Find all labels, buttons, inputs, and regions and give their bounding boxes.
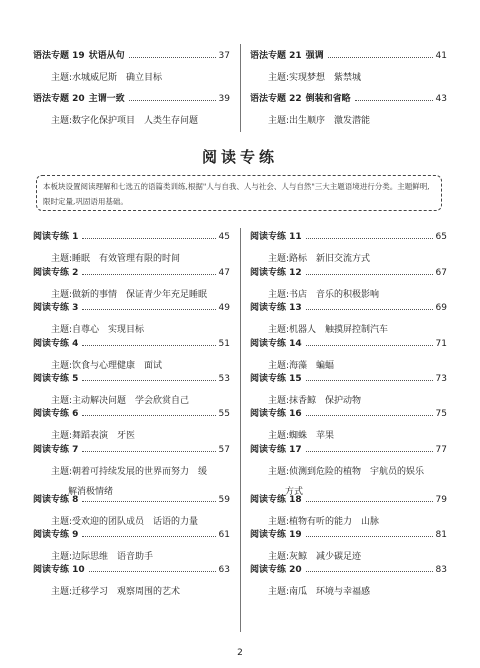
entry-topic [51,253,230,266]
entry-topic-text: 主题:路标 新旧交流方式 [268,254,371,264]
entry-topic [268,516,447,529]
entry-topic-text: 主题:舞蹈表演 牙医 [51,431,136,441]
entry-topic [268,395,447,408]
column-divider-reading [240,228,241,632]
toc-entry[interactable] [33,373,230,408]
dot-leader [82,309,215,310]
entry-page-number: 55 [218,409,230,419]
intro-box: 本板块设置阅读理解和七选五的语篇类训练,根据"人与自我、人与社会、人与自然"三大主题语境进行分类。主题鲜明,限时定量,巩固语用基础。 [36,175,442,211]
entry-title: 倒装和省略 [305,94,351,104]
entry-heading [33,529,230,541]
entry-topic-text: 主题:植物有听的能力 山脉 [268,517,380,527]
dot-leader [82,501,215,502]
entry-heading [250,494,447,506]
dot-leader [306,451,433,452]
entry-heading [250,529,447,541]
entry-label: 阅读专练 9 [33,530,79,540]
entry-heading [250,302,447,314]
dot-leader [82,238,215,239]
entry-heading [250,231,447,243]
entry-label: 阅读专练 3 [33,303,79,313]
toc-entry[interactable] [33,338,230,373]
entry-label: 阅读专练 6 [33,409,79,419]
entry-label: 语法专题 19 [33,51,85,61]
dot-leader [82,415,215,416]
toc-entry[interactable] [250,267,447,302]
entry-topic-text: 主题:自尊心 实现目标 [51,325,145,335]
entry-label: 阅读专练 13 [250,303,302,313]
entry-topic-text: 主题:灰鲸 减少碳足迹 [268,552,362,562]
entry-topic-continuation: 解消极情绪 [68,487,114,497]
entry-topic [51,430,230,443]
entry-page-number: 49 [218,303,230,313]
entry-topic-text: 主题:数字化保护项目 人类生存问题 [51,116,199,126]
entry-topic-text: 主题:抹香鲸 保护动物 [268,396,362,406]
dot-leader [82,274,215,275]
entry-topic [51,360,230,373]
entry-heading [250,338,447,350]
entry-heading [33,564,230,576]
entry-heading [250,267,447,279]
entry-topic [268,72,447,85]
entry-heading [250,408,447,420]
entry-page-number: 45 [218,232,230,242]
toc-entry[interactable] [250,444,447,499]
entry-heading [33,444,230,456]
entry-label: 阅读专练 16 [250,409,302,419]
entry-topic-text: 主题:主动解决问题 学会欣赏自己 [51,396,190,406]
entry-label: 阅读专练 15 [250,374,302,384]
entry-heading [33,302,230,314]
entry-topic-text: 主题:侦测到危险的植物 宇航员的娱乐 [268,467,425,477]
dot-leader [306,380,433,381]
entry-page-number: 61 [218,530,230,540]
entry-label: 阅读专练 1 [33,232,79,242]
toc-entry[interactable] [250,302,447,337]
entry-heading [33,408,230,420]
dot-leader [306,536,433,537]
entry-page-number: 81 [435,530,447,540]
entry-topic [268,253,447,266]
toc-entry[interactable] [33,444,230,499]
entry-label: 阅读专练 12 [250,268,302,278]
toc-entry[interactable] [250,564,447,599]
entry-topic-text: 主题:饮食与心理健康 面试 [51,361,163,371]
entry-topic [51,395,230,408]
toc-entry[interactable] [250,50,447,85]
entry-heading [33,50,230,62]
entry-topic [51,551,230,564]
entry-label: 阅读专练 7 [33,445,79,455]
entry-topic-text: 主题:实现梦想 紫禁城 [268,73,362,83]
entry-topic-text: 主题:边际思维 语音助手 [51,552,154,562]
dot-leader [306,345,433,346]
entry-topic-text: 主题:受欢迎的团队成员 话语的力量 [51,517,199,527]
toc-entry[interactable] [250,494,447,529]
entry-page-number: 39 [218,94,230,104]
toc-entry[interactable] [33,494,230,529]
entry-heading [33,93,230,105]
dot-leader [306,415,433,416]
entry-page-number: 41 [435,51,447,61]
entry-topic-text: 主题:水城威尼斯 确立目标 [51,73,163,83]
entry-topic-text: 主题:海藻 蝙蝠 [268,361,335,371]
toc-entry[interactable] [250,529,447,564]
entry-topic-continuation: 方式 [285,487,304,497]
entry-label: 语法专题 21 [250,51,302,61]
toc-entry[interactable] [250,231,447,266]
dot-leader [82,536,215,537]
entry-topic [51,516,230,529]
entry-topic-text: 主题:迁移学习 观察周围的艺术 [51,587,181,597]
toc-entry[interactable] [33,93,230,128]
toc-entry[interactable] [33,50,230,85]
entry-page-number: 37 [218,51,230,61]
dot-leader [82,380,215,381]
entry-page-number: 69 [435,303,447,313]
entry-topic-text: 主题:出生顺序 激发潜能 [268,116,371,126]
entry-page-number: 43 [435,94,447,104]
entry-page-number: 79 [435,495,447,505]
entry-topic-text: 主题:书店 音乐的积极影响 [268,290,380,300]
entry-topic-text: 主题:机器人 触摸屏控制汽车 [268,325,389,335]
entry-page-number: 47 [218,268,230,278]
dot-leader [129,57,216,58]
toc-entry[interactable] [33,231,230,266]
toc-entry[interactable] [33,267,230,302]
entry-label: 阅读专练 14 [250,339,302,349]
entry-heading [33,231,230,243]
toc-entry[interactable] [33,564,230,599]
entry-label: 阅读专练 5 [33,374,79,384]
entry-topic [268,360,447,373]
dot-leader [306,238,433,239]
entry-topic-text: 主题:朝着可持续发展的世界而努力 缓 [51,467,208,477]
entry-label: 阅读专练 8 [33,495,79,505]
toc-entry[interactable] [33,408,230,443]
entry-topic-text: 主题:做新的事情 保证青少年充足睡眠 [51,290,208,300]
entry-heading [33,338,230,350]
entry-topic-text: 主题:蜘蛛 苹果 [268,431,335,441]
dot-leader [82,451,215,452]
entry-topic [268,430,447,443]
entry-topic-text: 主题:南瓜 环境与幸福感 [268,587,371,597]
entry-heading [250,444,447,456]
entry-label: 阅读专练 11 [250,232,302,242]
dot-leader [82,345,215,346]
entry-label: 阅读专练 17 [250,445,302,455]
entry-page-number: 51 [218,339,230,349]
entry-page-number: 65 [435,232,447,242]
dot-leader [355,100,433,101]
dot-leader [89,571,216,572]
page-number: 2 [237,648,243,658]
entry-label: 阅读专练 2 [33,268,79,278]
dot-leader [306,309,433,310]
entry-label: 阅读专练 20 [250,565,302,575]
entry-page-number: 83 [435,565,447,575]
entry-page-number: 57 [218,445,230,455]
entry-title: 状语从句 [88,51,125,61]
entry-topic-text: 主题:睡眠 有效管理有限的时间 [51,254,181,264]
dot-leader [129,100,216,101]
entry-page-number: 71 [435,339,447,349]
dot-leader [328,57,433,58]
toc-entry[interactable] [33,529,230,564]
entry-topic [51,324,230,337]
toc-entry[interactable] [250,93,447,128]
entry-page-number: 63 [218,565,230,575]
dot-leader [306,274,433,275]
dot-leader [306,501,433,502]
entry-page-number: 73 [435,374,447,384]
dot-leader [306,571,433,572]
entry-topic [268,551,447,564]
entry-topic [51,289,230,302]
entry-label: 阅读专练 4 [33,339,79,349]
entry-label: 阅读专练 10 [33,565,85,575]
entry-page-number: 59 [218,495,230,505]
column-divider-top [240,44,241,132]
entry-heading [33,373,230,385]
entry-topic [51,586,230,599]
entry-topic [51,115,230,128]
toc-entry[interactable] [250,408,447,443]
entry-title: 强调 [305,51,324,61]
entry-heading [250,50,447,62]
entry-topic [51,72,230,85]
entry-label: 语法专题 20 [33,94,85,104]
entry-page-number: 53 [218,374,230,384]
entry-heading [250,373,447,385]
entry-heading [33,494,230,506]
toc-entry[interactable] [250,338,447,373]
entry-page-number: 75 [435,409,447,419]
entry-heading [250,564,447,576]
entry-page-number: 67 [435,268,447,278]
entry-title: 主谓一致 [88,94,125,104]
entry-label: 阅读专练 18 [250,495,302,505]
entry-label: 语法专题 22 [250,94,302,104]
section-title: 阅读专练 [201,148,278,166]
entry-heading [250,93,447,105]
entry-heading [33,267,230,279]
entry-page-number: 77 [435,445,447,455]
toc-entry[interactable] [33,302,230,337]
entry-topic [268,586,447,599]
entry-topic [268,115,447,128]
entry-label: 阅读专练 19 [250,530,302,540]
entry-topic [268,289,447,302]
toc-entry[interactable] [250,373,447,408]
entry-topic [268,324,447,337]
